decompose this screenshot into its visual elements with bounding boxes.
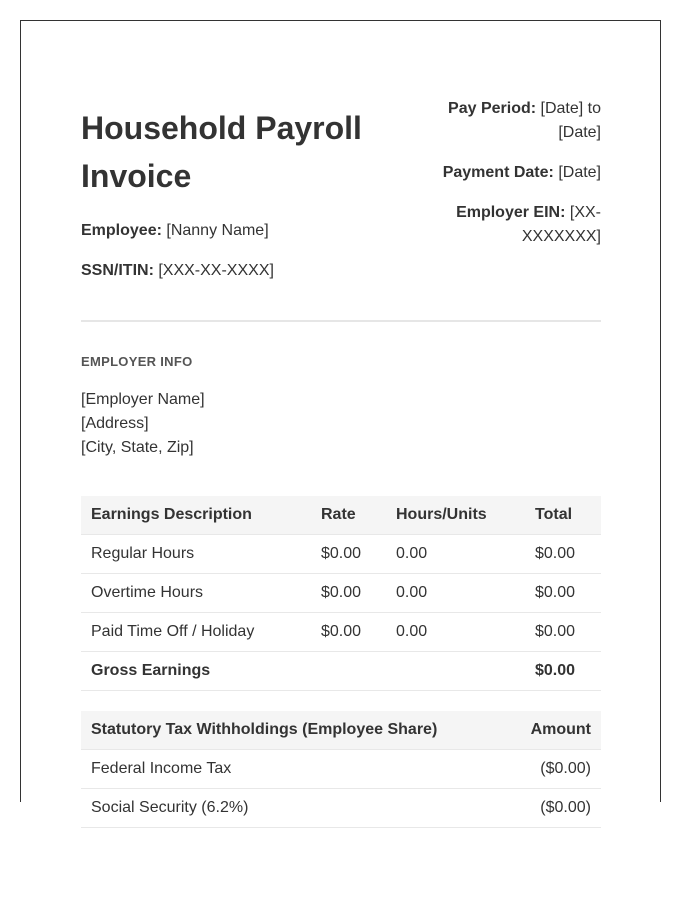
withholdings-header-row xyxy=(81,711,601,750)
earnings-description: Regular Hours xyxy=(81,535,311,574)
earnings-description: Paid Time Off / Holiday xyxy=(81,613,311,652)
employer-info-heading: EMPLOYER INFO xyxy=(81,354,193,369)
withholdings-table xyxy=(81,711,601,828)
ein-label: Employer EIN: xyxy=(456,204,566,221)
earnings-description: Overtime Hours xyxy=(81,574,311,613)
earnings-rate: $0.00 xyxy=(311,574,386,613)
ssn-value: [XXX-XX-XXXX] xyxy=(158,262,274,279)
gross-earnings-row xyxy=(81,652,601,691)
table-row xyxy=(81,750,601,789)
employee-label: Employee: xyxy=(81,222,162,239)
table-row xyxy=(81,574,601,613)
payment-date-label: Payment Date: xyxy=(442,164,554,181)
earnings-hours: 0.00 xyxy=(386,535,525,574)
earnings-col-total: Total xyxy=(525,496,601,535)
withholdings-col-description: Statutory Tax Withholdings (Employee Share) xyxy=(81,711,501,750)
gross-earnings-label: Gross Earnings xyxy=(81,652,311,691)
pay-period-label: Pay Period: xyxy=(448,100,537,117)
withholdings-col-amount: Amount xyxy=(501,711,601,750)
earnings-col-rate: Rate xyxy=(311,496,386,535)
invoice-header xyxy=(81,21,601,321)
earnings-table xyxy=(81,496,601,691)
table-row xyxy=(81,535,601,574)
invoice-page xyxy=(20,20,661,816)
earnings-hours: 0.00 xyxy=(386,574,525,613)
earnings-rate: $0.00 xyxy=(311,613,386,652)
table-row xyxy=(81,613,601,652)
employer-address: [Address] xyxy=(81,415,149,432)
withholding-description: Social Security (6.2%) xyxy=(81,789,501,828)
earnings-col-description: Earnings Description xyxy=(81,496,311,535)
earnings-total: $0.00 xyxy=(525,535,601,574)
employer-address-block xyxy=(81,388,205,460)
invoice-title: Household Payroll Invoice xyxy=(81,110,362,194)
employer-ein xyxy=(431,201,601,249)
employer-name: [Employer Name] xyxy=(81,391,205,408)
earnings-total: $0.00 xyxy=(525,574,601,613)
ein-value-end: XXXXXXX] xyxy=(521,228,601,245)
ein-value-start: [XX- xyxy=(569,204,601,221)
withholding-description: Federal Income Tax xyxy=(81,750,501,789)
pay-period xyxy=(431,97,601,145)
pay-period-value-end: [Date] xyxy=(558,124,601,141)
employee-value: [Nanny Name] xyxy=(166,222,269,239)
withholding-amount: ($0.00) xyxy=(501,789,601,828)
earnings-header-row xyxy=(81,496,601,535)
table-row xyxy=(81,789,601,828)
header-divider xyxy=(81,320,601,322)
earnings-hours: 0.00 xyxy=(386,613,525,652)
ssn-label: SSN/ITIN: xyxy=(81,262,154,279)
invoice-content xyxy=(81,21,601,816)
payment-date xyxy=(431,161,601,185)
earnings-col-hours: Hours/Units xyxy=(386,496,525,535)
gross-earnings-value: $0.00 xyxy=(525,652,601,691)
payment-date-value: [Date] xyxy=(558,164,601,181)
withholding-amount: ($0.00) xyxy=(501,750,601,789)
earnings-total: $0.00 xyxy=(525,613,601,652)
employee-line xyxy=(81,222,269,240)
pay-period-value-start: [Date] to xyxy=(540,100,601,117)
earnings-rate: $0.00 xyxy=(311,535,386,574)
ssn-line xyxy=(81,262,274,280)
employer-city: [City, State, Zip] xyxy=(81,439,194,456)
